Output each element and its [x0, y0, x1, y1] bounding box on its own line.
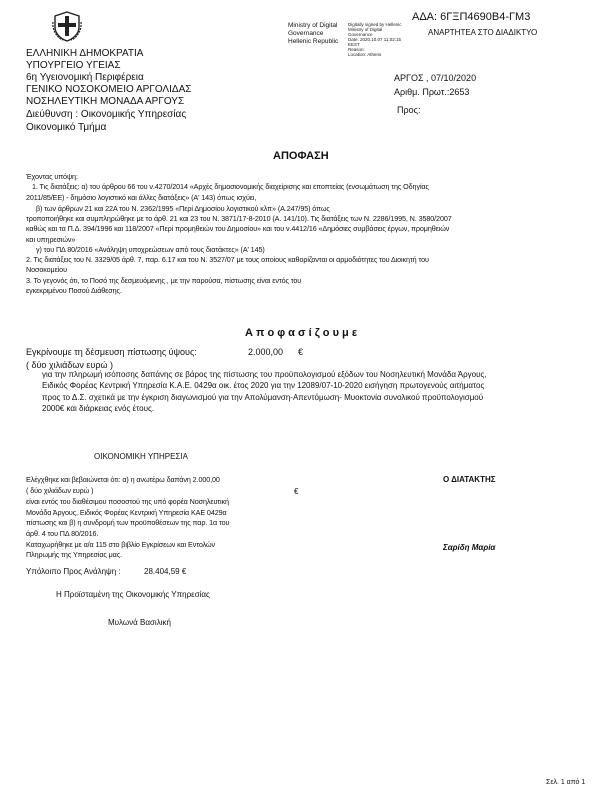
- org-line: ΝΟΣΗΛΕΥΤΙΚΗ ΜΟΝΑΔΑ ΑΡΓΟΥΣ: [26, 96, 185, 107]
- decision-line: 2000€ και διάρκειας ενός έτους.: [42, 404, 155, 413]
- signature-line: Ministry of Digital: [348, 27, 383, 32]
- org-line: ΕΛΛΗΝΙΚΗ ΔΗΜΟΚΡΑΤΙΑ: [26, 48, 144, 59]
- signature-line: Digitally signed by Hellenic: [348, 22, 402, 27]
- considering-line: και υπηρεσιών»: [26, 235, 76, 244]
- posted-notice: ΑΝΑΡΤΗΤΕΑ ΣΤΟ ΔΙΑΔΙΚΤΥΟ: [428, 28, 538, 37]
- amount-in-words: ( δύο χιλιάδων ευρώ ): [26, 360, 113, 370]
- finance-line: πίστωσης και β) η συνδρομή των προϋποθέσεων της παρ. 1α του: [26, 518, 230, 527]
- org-line: 6η Υγειονομική Περιφέρεια: [26, 72, 144, 83]
- finance-line: Καταχωρήθηκε με α/α 115 στο βιβλίο Εγκρίσεων και Εντολών: [26, 540, 215, 549]
- ada-code: ΑΔΑ: 6ΓΞΠ4690Β4-ΓΜ3: [412, 11, 531, 23]
- signature-line: EEST: [348, 42, 360, 47]
- considering-heading: Έχοντας υπόψη:: [26, 172, 78, 181]
- finance-currency: €: [294, 487, 299, 496]
- recipient-label: Προς:: [397, 105, 421, 115]
- signature-line: Location: Athens: [348, 52, 382, 57]
- balance-label: Υπόλοιπο Προς Ανάληψη :: [26, 567, 121, 576]
- signature-line: Reason:: [348, 47, 365, 52]
- finance-line: Πληρωμής της Υπηρεσίας μας.: [26, 550, 122, 559]
- finance-head-title: Η Προϊσταμένη της Οικονομικής Υπηρεσίας: [56, 590, 210, 599]
- protocol-number: Αριθμ. Πρωτ.:2653: [394, 87, 470, 97]
- page-number: Σελ. 1 από 1: [546, 779, 586, 786]
- ministry-line: Ministry of Digital: [288, 22, 338, 29]
- decision-line: για την πληρωμή ισόποσης δαπάνης σε βάρος της πίστωσης του προϋπολογισμού εξόδων του Νοσηλευτική Μονάδα Άργους,: [42, 370, 487, 379]
- issuer-name: Σαρίδη Μαρία: [443, 543, 496, 552]
- considering-line: τροποποιήθηκε και συμπληρώθηκε με το άρθ. 21 και 23 του Ν. 3871/17-8-2010 (Α. 141/10). Τις διατάξεις των Ν. 2286/1995, Ν. 3580/2007: [26, 214, 452, 223]
- finance-line: Ελέγχθηκε και βεβαιώνεται ότι: α) η ανωτέρω δαπάνη 2.000,00: [26, 475, 220, 484]
- finance-heading: ΟΙΚΟΝΟΜΙΚΗ ΥΠΗΡΕΣΙΑ: [94, 452, 188, 461]
- issuer-title: Ο ΔΙΑΤΑΚΤΗΣ: [443, 475, 496, 484]
- greek-emblem-icon: [51, 10, 83, 42]
- org-line: ΓΕΝΙΚΟ ΝΟΣΟΚΟΜΕΙΟ ΑΡΓΟΛΙΔΑΣ: [26, 84, 192, 95]
- org-line: ΥΠΟΥΡΓΕΙΟ ΥΓΕΙΑΣ: [26, 60, 121, 71]
- signature-line: Date: 2020.10.07 11:02:15: [348, 37, 401, 42]
- finance-line: Μονάδα Άργους, Ειδικός Φορέας Κεντρική Υπηρεσία ΚΑΕ 0429α: [26, 508, 227, 517]
- considering-line: γ) του ΠΔ 80/2016 «Ανάληψη υποχρεώσεων από τους διατάκτες» (Α' 145): [36, 245, 265, 254]
- decision-line: προς το Δ.Σ. σχετικά με την έγκριση διαγωνισμού για την Απολύμανση-Απεντόμωση- Μυοκτονία συνολικού προϋπολογισμού: [42, 393, 484, 402]
- signature-line: Governance: [348, 32, 373, 37]
- document-title: ΑΠΟΦΑΣΗ: [273, 150, 329, 162]
- finance-line: ( δύο χιλιάδων ευρώ ): [26, 486, 94, 495]
- considering-line: β) των άρθρων 21 και 22Α του Ν. 2362/1995 «Περί Δημοσίου λογιστικού κλπ» (Α.247/95) όπως: [36, 204, 330, 213]
- decision-line: Ειδικός Φορέας Κεντρική Υπηρεσία Κ.Α.Ε. 0429α οικ. έτος 2020 για την 12089/07-10-2020 εισήγηση πρωτογενούς αιτήματος: [42, 381, 485, 390]
- considering-line: Νοσοκομείου: [26, 265, 67, 274]
- approved-amount: 2.000,00: [248, 347, 284, 357]
- considering-line: καθώς και τα Π.Δ. 394/1996 και 118/2007 «Περί προμηθειών του Δημοσίου» και του ν.4412/16 «Δημόσιες συμβάσεις έργων, προμηθειών: [26, 224, 450, 233]
- decide-heading: Α π ο φ α σ ί ζ ο υ μ ε: [245, 327, 358, 339]
- considering-line: 3. Το γεγονός ότι, το Ποσό της δεσμευόμενης , με την παρούσα, πίστωσης είναι εντός του: [26, 276, 302, 285]
- ministry-line: Hellenic Republic: [288, 38, 339, 45]
- approve-label: Εγκρίνουμε τη δέσμευση πίστωσης ύψους:: [26, 347, 197, 357]
- finance-head-name: Μυλωνά Βασιλική: [108, 618, 171, 627]
- considering-line: εγκεκριμένου Ποσού Διάθεσης.: [26, 286, 122, 295]
- org-line: Διεύθυνση : Οικονομικής Υπηρεσίας: [26, 109, 187, 120]
- finance-line: άρθ. 4 του ΠΔ 80/2016.: [26, 529, 99, 538]
- currency-symbol: €: [298, 347, 304, 357]
- place-date: ΑΡΓΟΣ , 07/10/2020: [394, 73, 477, 83]
- finance-line: είναι εντός του διαθέσιμου ποσοστού της υπό φορέα Νοσηλευτική: [26, 497, 229, 506]
- considering-line: 1. Τις διατάξεις: α) του άρθρου 66 του ν.4270/2014 «Αρχές δημοσιονομικής διαχείρισης και εποπτείας (ενσωμάτωση της Οδηγίας: [32, 182, 429, 191]
- considering-line: 2011/85/ΕΕ) - δημόσιο λογιστικό και άλλες διατάξεις» (Α' 143) όπως ισχύει,: [26, 193, 257, 202]
- org-line: Οικονομικό Τμήμα: [26, 122, 107, 133]
- balance-value: 28.404,59 €: [144, 567, 187, 576]
- ministry-line: Governance: [288, 30, 324, 37]
- considering-line: 2. Τις διατάξεις του Ν. 3329/05 άρθ. 7, παρ. 6.17 και του Ν. 3527/07 με τους οποίους καθορίζονται οι αρμοδιότητες του Διοικητή του: [26, 255, 429, 264]
